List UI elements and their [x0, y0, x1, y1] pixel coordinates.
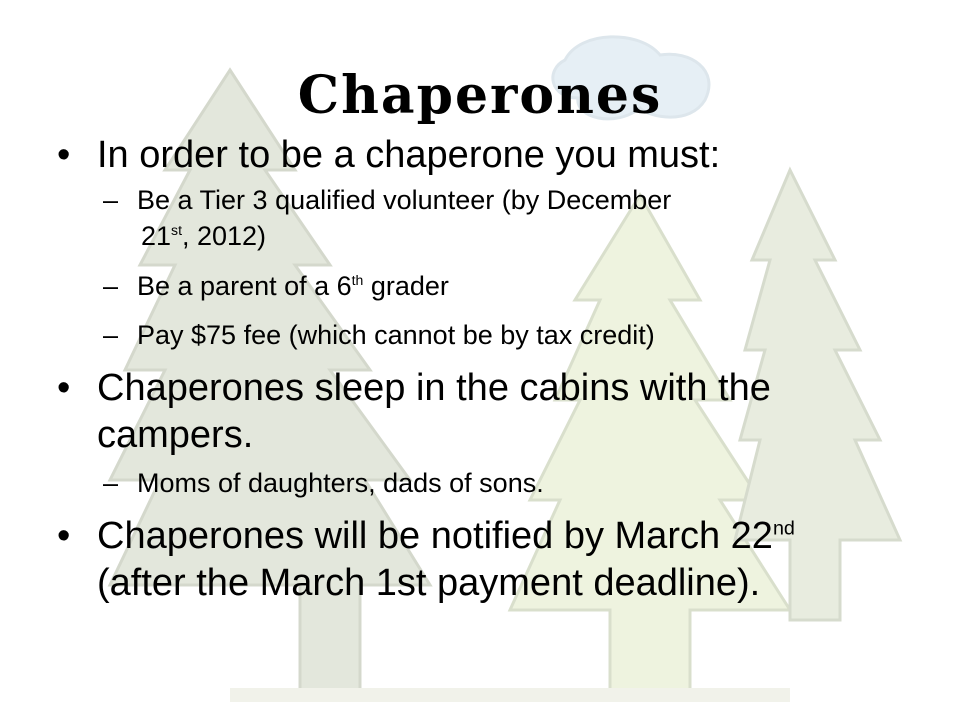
sub-bullet-item — [55, 317, 905, 353]
dash-glyph: – — [103, 271, 119, 301]
slide-title: Chaperones — [297, 65, 663, 126]
bullet-glyph: • — [57, 367, 71, 409]
dash-glyph: – — [103, 320, 119, 350]
bullet-item — [55, 132, 905, 179]
sub-bullet-item — [55, 465, 905, 501]
sub-bullet-item — [55, 182, 905, 254]
bullet-item — [55, 513, 905, 607]
sub-bullet-text: grader — [363, 271, 449, 301]
bullet-text: Chaperones sleep in the cabins with the — [97, 367, 771, 409]
sub-bullet-text: 21 — [141, 221, 172, 251]
bullet-text: In order to be a chaperone you must: — [97, 134, 721, 176]
sub-bullet-text: Be a Tier 3 qualified volunteer (by December — [137, 185, 672, 215]
bullet-item — [55, 365, 905, 459]
sub-bullet-item — [55, 268, 905, 304]
bullet-text: (after the March 1st payment deadline). — [97, 562, 761, 604]
superscript-text: nd — [772, 517, 795, 540]
ground-strip — [230, 688, 790, 702]
superscript-text: st — [171, 222, 182, 238]
sub-bullet-text: , 2012) — [181, 221, 267, 251]
sub-bullet-text: Moms of daughters, dads of sons. — [137, 468, 544, 498]
dash-glyph: – — [103, 468, 119, 498]
bullet-text: Chaperones will be notified by March 22 — [97, 515, 773, 557]
bullet-text: campers. — [97, 414, 254, 456]
sub-bullet-text: Pay $75 fee (which cannot be by tax credit) — [137, 320, 655, 350]
dash-glyph: – — [103, 185, 119, 215]
bullet-glyph: • — [57, 134, 71, 176]
sub-bullet-continuation — [137, 218, 905, 254]
sub-bullet-text: Be a parent of a 6 — [137, 271, 352, 301]
bullet-glyph: • — [57, 515, 71, 557]
superscript-text: th — [351, 272, 364, 288]
slide-body — [55, 132, 905, 607]
